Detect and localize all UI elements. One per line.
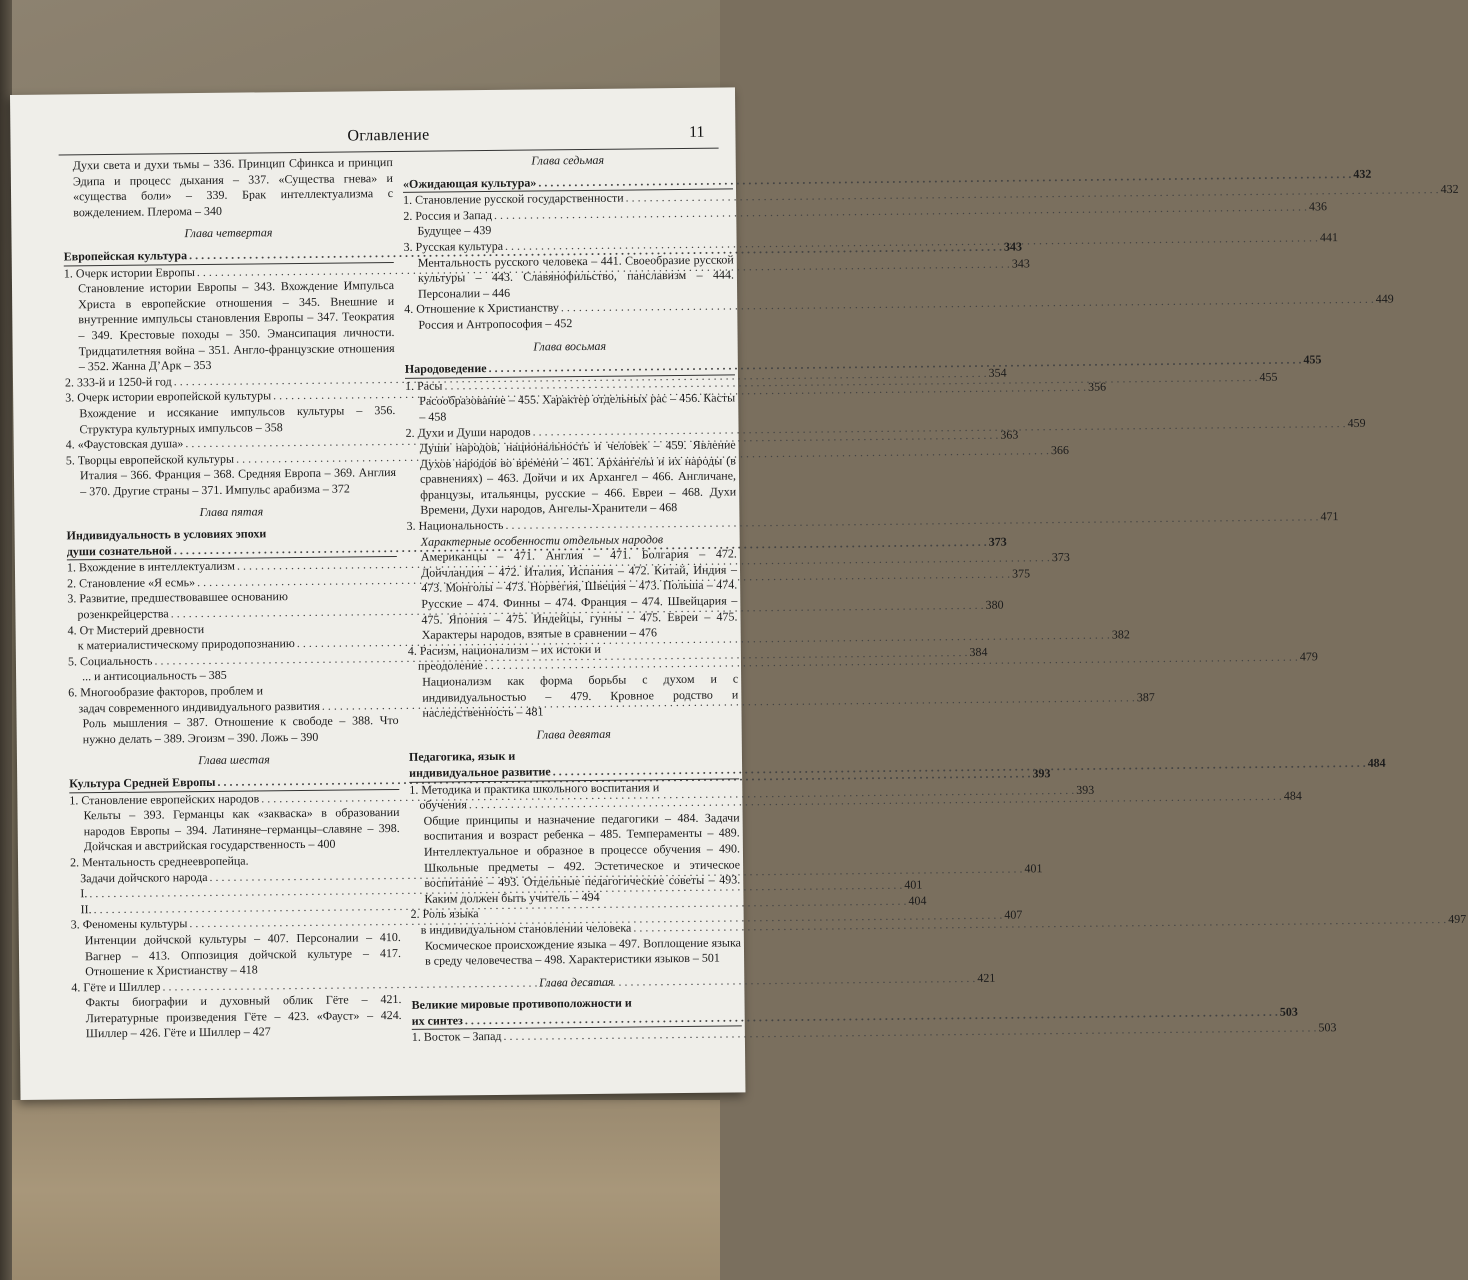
toc-subentries: Ментальность русского человека – 441. Своеобразие русской культуры – 443. Славянофильство, панславизм – 444. Персоналии – 446 (417, 251, 734, 301)
toc-main-entry: Великие мировые противоположности и (411, 995, 632, 1013)
toc-subentries: Национализм как форма борьбы с духом и с индивидуальностью – 479. Кровное родство и наследственность – 481 (422, 671, 739, 720)
toc-entry: 1. Становление русской государственности . . . 432 (403, 190, 733, 209)
toc-entry: розенкрейцерства . . . 380 (67, 604, 397, 623)
chapter-heading: Глава десятая (539, 974, 614, 990)
toc-entry: 5. Социальность . . . 384 (68, 651, 398, 670)
toc-entry: 1. Методика и практика школьного воспитания и (409, 779, 660, 797)
book-page (10, 87, 1467, 1100)
toc-main-entry: их синтез . . . 503 (412, 1010, 742, 1030)
chapter-heading: Глава седьмая (531, 152, 605, 168)
toc-main-entry: «Ожидающая культура» . . . 432 (403, 173, 733, 193)
toc-subentries: Факты биографии и духовный облик Гёте – 421. Литературные произведения Гёте – 423. «Фауст» – 424. Шиллер – 426. Гёте и Шиллер – 427 (85, 992, 402, 1041)
toc-subheading: Характерные особенности отдельных народов (420, 531, 664, 549)
toc-subentries: Вхождение и иссякание импульсов культуры – 356. Структура культурных импульсов – 358 (79, 402, 396, 436)
toc-entry: 1. Расы . . . 455 (405, 375, 735, 394)
toc-entry: 3. Феномены культуры . . . 407 (71, 914, 401, 933)
toc-main-entry: Европейская культура . . . 343 (64, 246, 394, 266)
page-header (58, 122, 718, 156)
toc-subentries: Будущее – 439 (417, 223, 492, 239)
toc-entry: 2. Роль языка (410, 906, 479, 922)
toc-subentries: Космическое происхождение языка – 497. Воплощение языка в среду человечества – 498. Характеристики языков – 501 (424, 934, 741, 968)
toc-entry: 4. Гёте и Шиллер . . . 421 (71, 977, 401, 996)
page-number: 11 (688, 123, 705, 141)
toc-entry: 6. Многообразие факторов, проблем и (68, 683, 264, 700)
toc-entry: 1. Становление европейских народов . . . 393 (69, 790, 399, 809)
toc-entry: 4. Расизм, национализм – их истоки и (407, 641, 601, 658)
toc-entry: 3. Национальность . . . 471 (406, 515, 736, 534)
toc-subentries: Души народов, национальность и человек – 459. Явление Духов народов во времени – 461. Архангелы и их народы (в сравнениях) – 463. Дойчи и их Архангел – 466. Англичане, французы, итальянцы, русские – 466. Евреи – 468. Духи Времени, Духи народов, Ангелы-Хранители – 468 (419, 437, 737, 518)
toc-entry: 3. Русская культура . . . 441 (404, 236, 734, 255)
table-surface (0, 1100, 720, 1280)
toc-subentries: Американцы – 471. Англия – 471. Болгария – 472. Дойчландия – 472. Италия, Испания – 472. Китай, Индия – 473. Монголы – 473. Норвегия, Швеция – 473. Польша – 474. Русские – 474. Финны – 474. Франция – 474. Швейцария – 475. Япония – 475. Индейцы, гунны – 475. Евреи – 475. Характеры народов, взятые в сравнении – 476 (420, 546, 738, 642)
toc-subentries: Духи света и духи тьмы – 336. Принцип Сфинкса и принцип Эдипа и процесс дыхания – 337. «Существа гнева» и «существа боли» – 339. Брак интеллектуализма с вожделением. Плерома – 340 (72, 154, 394, 220)
toc-main-entry: индивидуальное развитие . . . 484 (409, 762, 739, 782)
toc-subentries: Интенции дойчской культуры – 407. Персоналии – 410. Вагнер – 413. Оппозиция дойчской культуре – 417. Отношение к Христианству – 418 (84, 929, 402, 979)
toc-entry: 2. 333-й и 1250-й год . . . 354 (65, 372, 395, 391)
toc-subentries: ... и антисоциальность – 385 (82, 668, 227, 684)
toc-entry: I. . . . 401 (70, 883, 400, 902)
toc-entry: в индивидуальном становлении человека . . . 497 (411, 919, 741, 938)
page-title: Оглавление (347, 126, 430, 145)
chapter-heading: Глава четвертая (184, 225, 273, 241)
toc-subentries: Италия – 366. Франция – 368. Средняя Европа – 369. Англия – 370. Другие страны – 371. Импульс арабизма – 372 (79, 465, 397, 499)
toc-subentries: Общие принципы и назначение педагогики – 484. Задачи воспитания и возраст ребенка – 485. Темпераменты – 489. Интеллектуальное и образное в процессе обучения – 490. Школьные предметы – 492. Эстетическое и этическое воспитание – 493. Отдельные педагогические советы – 493. Каким должен быть учитель – 494 (423, 810, 741, 906)
toc-subentries: Роль мышления – 387. Отношение к свободе – 388. Что нужно делать – 389. Эгоизм – 390. Ложь – 390 (82, 713, 399, 747)
toc-entry: 3. Очерк истории европейской культуры . . . 356 (65, 387, 395, 406)
chapter-heading: Глава пятая (199, 504, 264, 520)
toc-entry: 5. Творцы европейской культуры . . . 366 (66, 450, 396, 469)
toc-subentries: Кельты – 393. Германцы как «закваска» в образовании народов Европы – 394. Латиняне–германцы–славяне – 398. Дойчская и австрийская государственность – 400 (83, 805, 400, 854)
toc-entry: 1. Очерк истории Европы . . . 343 (64, 263, 394, 282)
toc-main-entry: Народоведение . . . 455 (405, 359, 735, 379)
toc-entry: 1. Восток – Запад . . . 503 (412, 1027, 742, 1046)
toc-entry: 4. Отношение к Христианству . . . 449 (404, 299, 734, 318)
toc-entry: 4. «Фаустовская душа» . . . 363 (66, 434, 396, 453)
toc-subentries: Расообразование – 455. Характер отдельных рас – 456. Касты – 458 (419, 390, 736, 424)
toc-entry: II. . . . 404 (70, 899, 400, 918)
toc-main-entry: Педагогика, язык и (408, 749, 516, 765)
toc-entry: 4. От Мистерий древности (67, 621, 205, 638)
chapter-heading: Глава шестая (198, 752, 270, 768)
chapter-heading: Глава девятая (536, 726, 611, 742)
toc-entry: 3. Развитие, предшествовавшее основанию (67, 589, 288, 606)
toc-main-entry: Культура Средней Европы . . . 393 (69, 773, 399, 793)
toc-entry: Задачи дойчского народа . . . 401 (70, 867, 400, 886)
toc-subentries: Россия и Антропософия – 452 (418, 316, 573, 332)
toc-entry: к материалистическому природопознанию . . . 382 (68, 635, 398, 654)
toc-entry: 2. Россия и Запад . . . 436 (403, 205, 733, 224)
toc-main-entry: Индивидуальность в условиях эпохи (66, 526, 267, 543)
toc-entry: 2. Становление «Я есмь» . . . 375 (67, 573, 397, 592)
toc-main-entry: души сознательной . . . 373 (67, 541, 397, 561)
toc-entry: 2. Ментальность среднеевропейца. (69, 853, 249, 870)
toc-entry: преодоление . . . 479 (408, 656, 738, 675)
toc-subentries: Становление истории Европы – 343. Вхождение Импульса Христа в европейские отношения – 345. Внешние и внутренние импульсы становления Европы – 347. Теократия – 349. Крестовые походы – 350. Эмансипация личности. Тридцатилетняя война – 351. Англо-французские отношения – 352. Жанна Д’Арк – 353 (77, 278, 395, 374)
toc-entry: обучения . . . 484 (409, 795, 739, 814)
toc-entry: задач современного индивидуального развития . . . 387 (68, 698, 398, 717)
toc-entry: 2. Духи и Души народов . . . 459 (405, 422, 735, 441)
toc-entry: 1. Вхождение в интеллектуализм . . . 373 (67, 557, 397, 576)
chapter-heading: Глава восьмая (533, 338, 607, 354)
